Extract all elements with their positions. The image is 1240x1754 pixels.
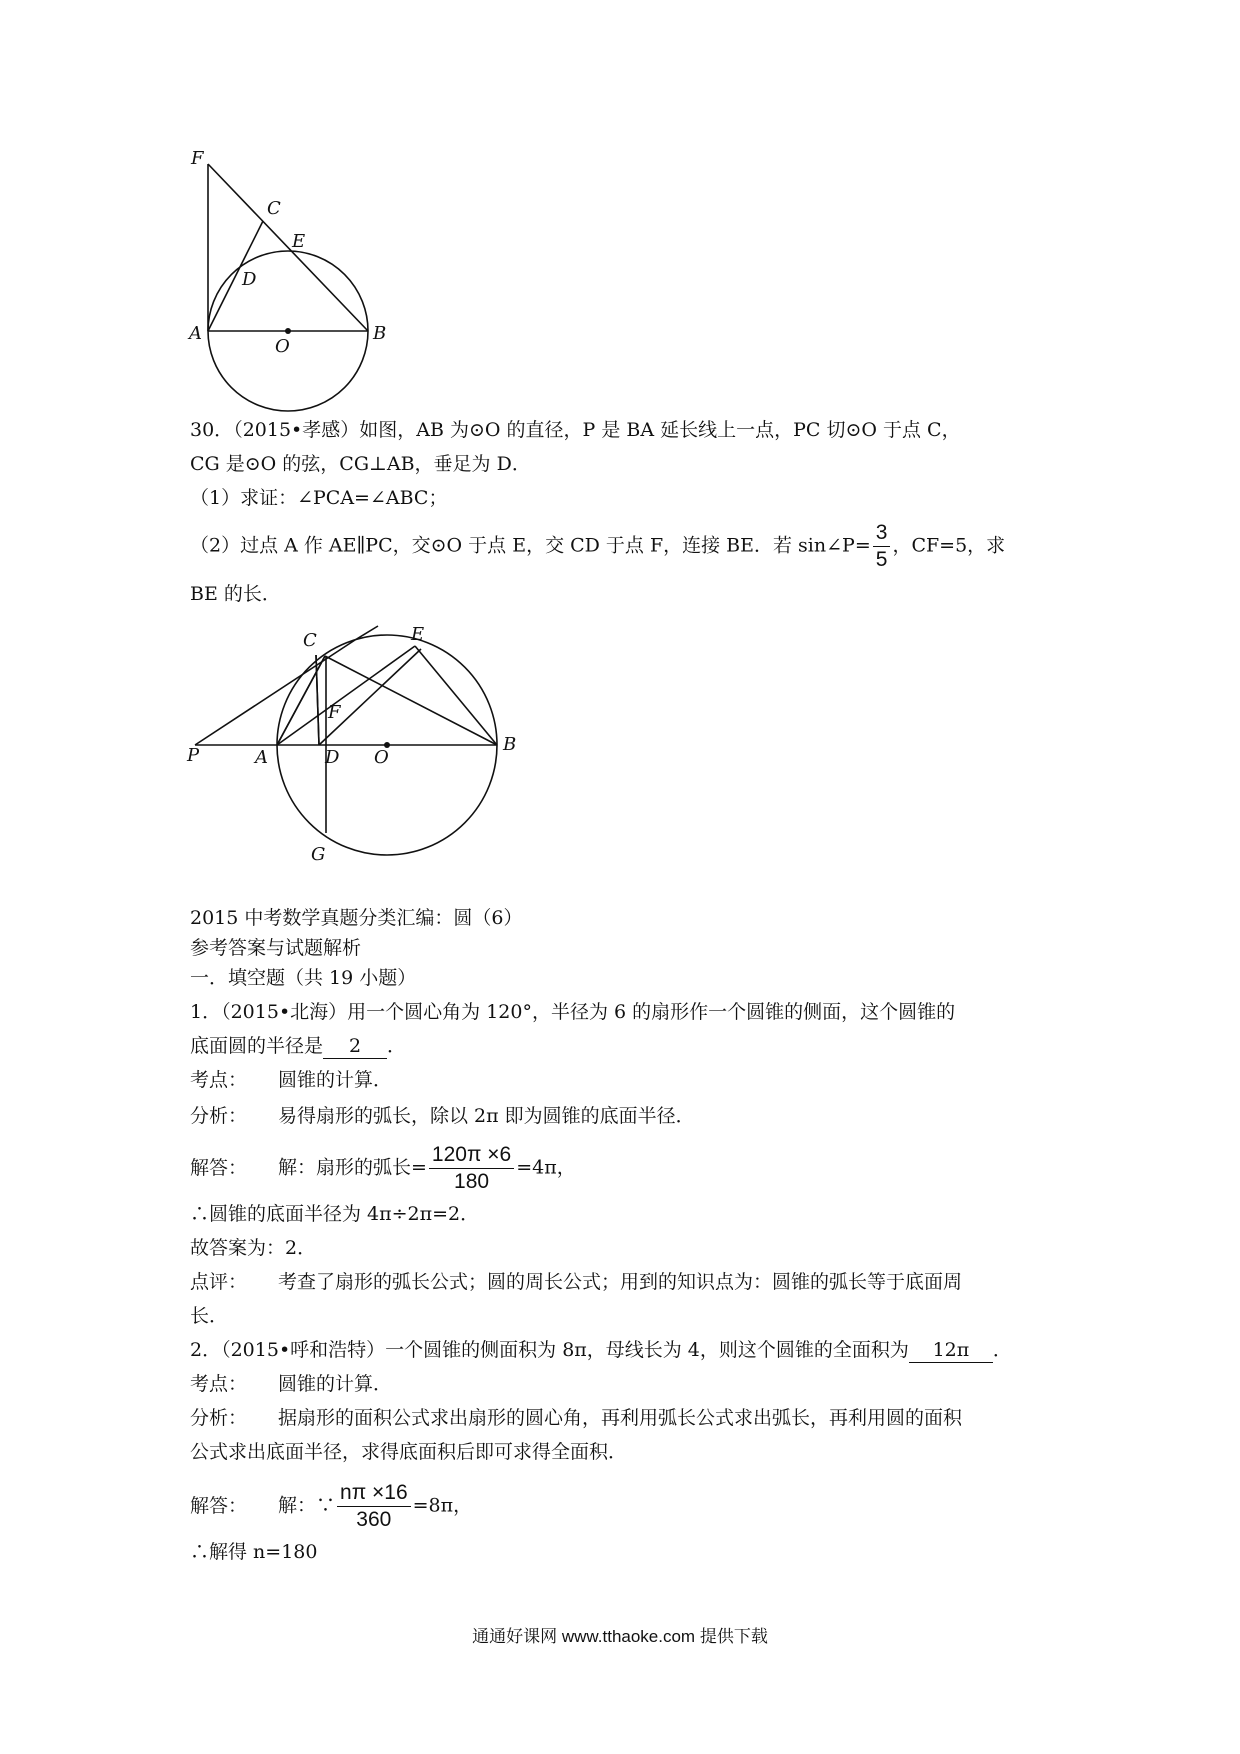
answers-title: 2015 中考数学真题分类汇编：圆（6） <box>190 907 523 929</box>
q30-part1: （1）求证：∠PCA=∠ABC； <box>190 487 448 509</box>
q1-fenxi: 分析： 易得扇形的弧长，除以 2π 即为圆锥的底面半径． <box>190 1105 695 1127</box>
section-heading: 一．填空题（共 19 小题） <box>190 967 417 989</box>
q2-line1: 2．（2015•呼和浩特）一个圆锥的侧面积为 8π，母线长为 4，则这个圆锥的全面积为 12π ． <box>190 1339 1012 1361</box>
page-footer: 通通好课网 www.tthaoke.com 提供下载 <box>472 1627 768 1646</box>
answers-subtitle: 参考答案与试题解析 <box>190 937 362 959</box>
label-d-2: D <box>325 747 340 768</box>
q1-answer-blank: 2 <box>323 1034 387 1059</box>
label-o-2: O <box>374 747 389 768</box>
label-f: F <box>191 150 204 169</box>
q1-step3: 故答案为：2． <box>190 1237 317 1259</box>
q2-kaodian: 考点： 圆锥的计算． <box>190 1373 393 1395</box>
label-p-2: P <box>187 745 200 766</box>
label-g-2: G <box>311 844 326 865</box>
q1-dianping: 点评： 考查了扇形的弧长公式；圆的周长公式；用到的知识点为：圆锥的弧长等于底面周 <box>190 1271 963 1293</box>
label-o: O <box>275 336 290 357</box>
q1-line1: 1．（2015•北海）用一个圆心角为 120°，半径为 6 的扇形作一个圆锥的侧面，这个圆锥的 <box>190 1001 956 1023</box>
q2-fenxi2: 公式求出底面半径，求得底面积后即可求得全面积． <box>190 1441 628 1463</box>
label-f-2: F <box>328 702 341 723</box>
label-b: B <box>373 323 387 344</box>
figure-2-diagram <box>185 618 525 868</box>
q2-jieda: 解答： 解：∵ $\frac{n\pi \times 16}{360}$ =8π， <box>190 1481 473 1531</box>
q30-line2: CG 是⊙O 的弦，CG⊥AB，垂足为 D． <box>190 453 531 475</box>
q2-step2: ∴解得 n=180 <box>190 1541 318 1563</box>
q30-line1: 30．（2015•孝感）如图，AB 为⊙O 的直径，P 是 BA 延长线上一点，PC 切⊙O 于点 C， <box>190 419 961 441</box>
label-d: D <box>242 269 257 290</box>
q1-kaodian: 考点： 圆锥的计算． <box>190 1069 393 1091</box>
label-a: A <box>189 323 202 344</box>
figure-1-diagram <box>185 150 405 412</box>
q1-dianping2: 长． <box>190 1305 229 1327</box>
label-e: E <box>292 231 306 252</box>
label-e-2: E <box>411 624 425 645</box>
label-a-2: A <box>255 747 268 768</box>
q2-answer-blank: 12π <box>909 1338 993 1363</box>
q1-jieda: 解答： 解：扇形的弧长= $\frac{120\pi \times 6}{180}$ =4π， <box>190 1143 576 1193</box>
q1-step2: ∴圆锥的底面半径为 4π÷2π=2． <box>190 1203 480 1225</box>
q30-part2-end: BE 的长． <box>190 583 281 605</box>
label-b-2: B <box>503 734 517 755</box>
label-c: C <box>267 198 281 219</box>
label-c-2: C <box>303 630 317 651</box>
q2-fenxi: 分析： 据扇形的面积公式求出扇形的圆心角，再利用弧长公式求出弧长，再利用圆的面积 <box>190 1407 963 1429</box>
q30-part2: （2）过点 A 作 AE∥PC，交⊙O 于点 E，交 CD 于点 F，连接 BE．若 sin∠P= $\frac{3}{5}$ ，CF=5，求 <box>190 521 1006 571</box>
q1-line2: 底面圆的半径是 2 ． <box>190 1035 407 1057</box>
